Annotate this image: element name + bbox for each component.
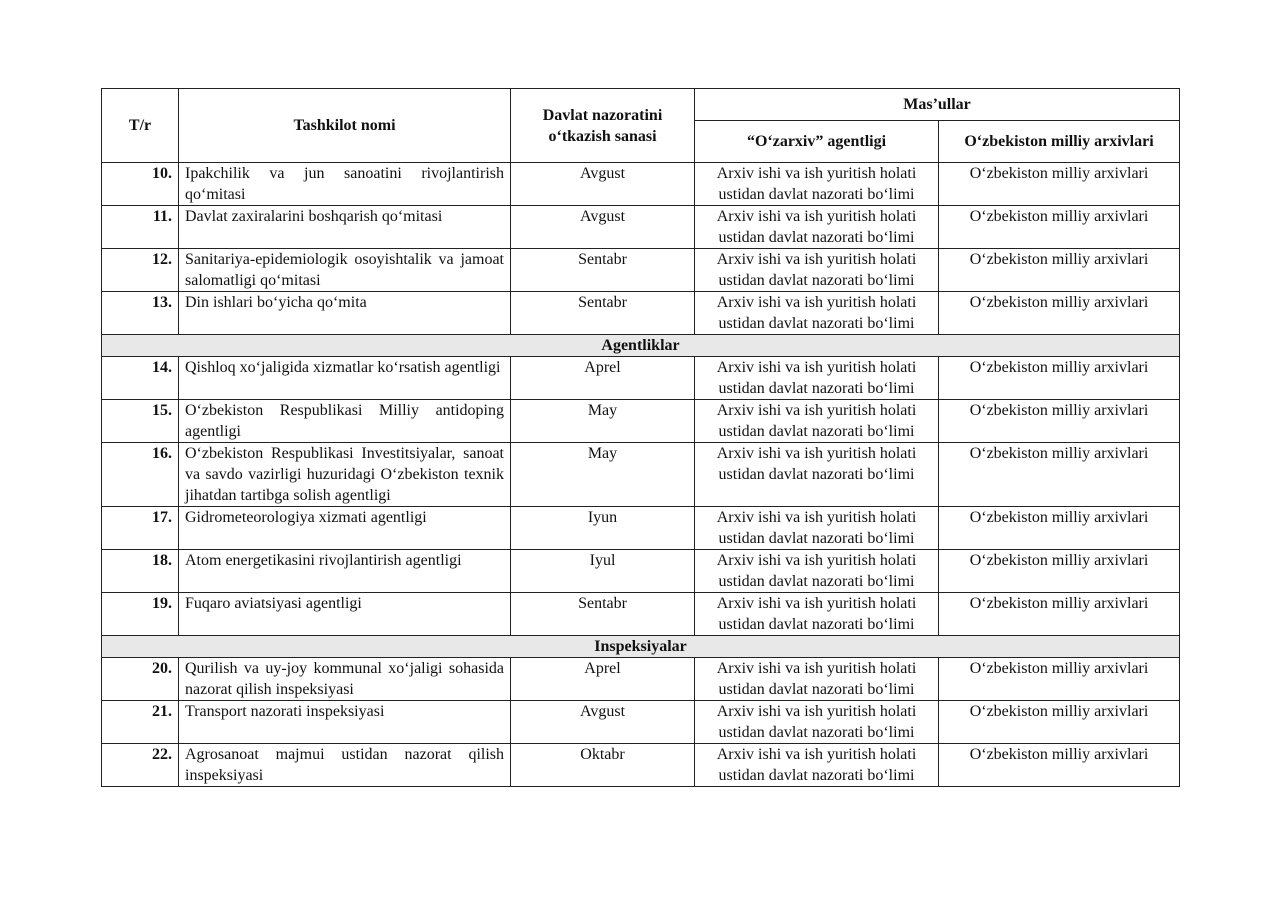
table-row [102,744,1180,787]
date-cell: Avgust [511,206,695,249]
date-cell: May [511,443,695,507]
row-number: 10. [102,163,179,206]
table-row [102,658,1180,701]
agency-cell: Arxiv ishi va ish yuritish holati ustidan davlat nazorati bo‘limi [695,292,939,335]
org-name-cell: Sanitariya-epidemiologik osoyishtalik va jamoat salomatligi qo‘mitasi [179,249,511,292]
table-row [102,206,1180,249]
archives-cell: O‘zbekiston milliy arxivlari [939,400,1180,443]
table-row [102,550,1180,593]
row-number: 19. [102,593,179,636]
org-name-cell: Ipakchilik va jun sanoatini rivojlantirish qo‘mitasi [179,163,511,206]
header-agency: “O‘zarxiv” agentligi [695,121,939,163]
row-number: 13. [102,292,179,335]
date-cell: Sentabr [511,593,695,636]
date-cell: May [511,400,695,443]
header-date: Davlat nazoratini o‘tkazish sanasi [511,89,695,163]
archives-cell: O‘zbekiston milliy arxivlari [939,206,1180,249]
agency-cell: Arxiv ishi va ish yuritish holati ustidan davlat nazorati bo‘limi [695,744,939,787]
section-title-agencies: Agentliklar [102,335,1180,357]
table-row [102,507,1180,550]
archives-cell: O‘zbekiston milliy arxivlari [939,593,1180,636]
row-number: 18. [102,550,179,593]
agency-cell: Arxiv ishi va ish yuritish holati ustidan davlat nazorati bo‘limi [695,550,939,593]
rows-committees [102,163,1180,335]
table-row [102,443,1180,507]
section-title-inspections: Inspeksiyalar [102,636,1180,658]
org-name-cell: Qishloq xo‘jaligida xizmatlar ko‘rsatish agentligi [179,357,511,400]
row-number: 14. [102,357,179,400]
row-number: 22. [102,744,179,787]
org-name-cell: Agrosanoat majmui ustidan nazorat qilish inspeksiyasi [179,744,511,787]
date-cell: Sentabr [511,249,695,292]
date-cell: Avgust [511,701,695,744]
section-inspections [102,636,1180,658]
inspection-schedule-table [101,88,1180,787]
org-name-cell: Transport nazorati inspeksiyasi [179,701,511,744]
row-number: 11. [102,206,179,249]
archives-cell: O‘zbekiston milliy arxivlari [939,357,1180,400]
header-archives: O‘zbekiston milliy arxivlari [939,121,1180,163]
rows-inspections [102,658,1180,787]
table-row [102,593,1180,636]
row-number: 15. [102,400,179,443]
agency-cell: Arxiv ishi va ish yuritish holati ustidan davlat nazorati bo‘limi [695,443,939,507]
row-number: 17. [102,507,179,550]
table-row [102,249,1180,292]
row-number: 16. [102,443,179,507]
section-agencies [102,335,1180,357]
org-name-cell: Atom energetikasini rivojlantirish agentligi [179,550,511,593]
archives-cell: O‘zbekiston milliy arxivlari [939,292,1180,335]
archives-cell: O‘zbekiston milliy arxivlari [939,443,1180,507]
header-org-name: Tashkilot nomi [179,89,511,163]
date-cell: Iyun [511,507,695,550]
row-number: 21. [102,701,179,744]
rows-agencies [102,357,1180,636]
table-row [102,357,1180,400]
archives-cell: O‘zbekiston milliy arxivlari [939,550,1180,593]
archives-cell: O‘zbekiston milliy arxivlari [939,701,1180,744]
archives-cell: O‘zbekiston milliy arxivlari [939,744,1180,787]
org-name-cell: Qurilish va uy-joy kommunal xo‘jaligi sohasida nazorat qilish inspeksiyasi [179,658,511,701]
agency-cell: Arxiv ishi va ish yuritish holati ustidan davlat nazorati bo‘limi [695,507,939,550]
org-name-cell: Fuqaro aviatsiyasi agentligi [179,593,511,636]
table-row [102,400,1180,443]
archives-cell: O‘zbekiston milliy arxivlari [939,163,1180,206]
archives-cell: O‘zbekiston milliy arxivlari [939,507,1180,550]
archives-cell: O‘zbekiston milliy arxivlari [939,658,1180,701]
date-cell: Avgust [511,163,695,206]
archives-cell: O‘zbekiston milliy arxivlari [939,249,1180,292]
date-cell: Sentabr [511,292,695,335]
date-cell: Iyul [511,550,695,593]
org-name-cell: O‘zbekiston Respublikasi Milliy antidoping agentligi [179,400,511,443]
header-num: T/r [102,89,179,163]
table-row [102,163,1180,206]
org-name-cell: O‘zbekiston Respublikasi Investitsiyalar, sanoat va savdo vazirligi huzuridagi O‘zbekiston texnik jihatdan tartibga solish agentligi [179,443,511,507]
agency-cell: Arxiv ishi va ish yuritish holati ustidan davlat nazorati bo‘limi [695,163,939,206]
row-number: 20. [102,658,179,701]
agency-cell: Arxiv ishi va ish yuritish holati ustidan davlat nazorati bo‘limi [695,593,939,636]
row-number: 12. [102,249,179,292]
date-cell: Aprel [511,357,695,400]
table-row [102,292,1180,335]
agency-cell: Arxiv ishi va ish yuritish holati ustidan davlat nazorati bo‘limi [695,357,939,400]
agency-cell: Arxiv ishi va ish yuritish holati ustidan davlat nazorati bo‘limi [695,249,939,292]
date-cell: Aprel [511,658,695,701]
date-cell: Oktabr [511,744,695,787]
table-row [102,701,1180,744]
header-responsible: Mas’ullar [695,89,1180,121]
org-name-cell: Gidrometeorologiya xizmati agentligi [179,507,511,550]
agency-cell: Arxiv ishi va ish yuritish holati ustidan davlat nazorati bo‘limi [695,658,939,701]
agency-cell: Arxiv ishi va ish yuritish holati ustidan davlat nazorati bo‘limi [695,701,939,744]
org-name-cell: Din ishlari bo‘yicha qo‘mita [179,292,511,335]
org-name-cell: Davlat zaxiralarini boshqarish qo‘mitasi [179,206,511,249]
agency-cell: Arxiv ishi va ish yuritish holati ustidan davlat nazorati bo‘limi [695,400,939,443]
agency-cell: Arxiv ishi va ish yuritish holati ustidan davlat nazorati bo‘limi [695,206,939,249]
